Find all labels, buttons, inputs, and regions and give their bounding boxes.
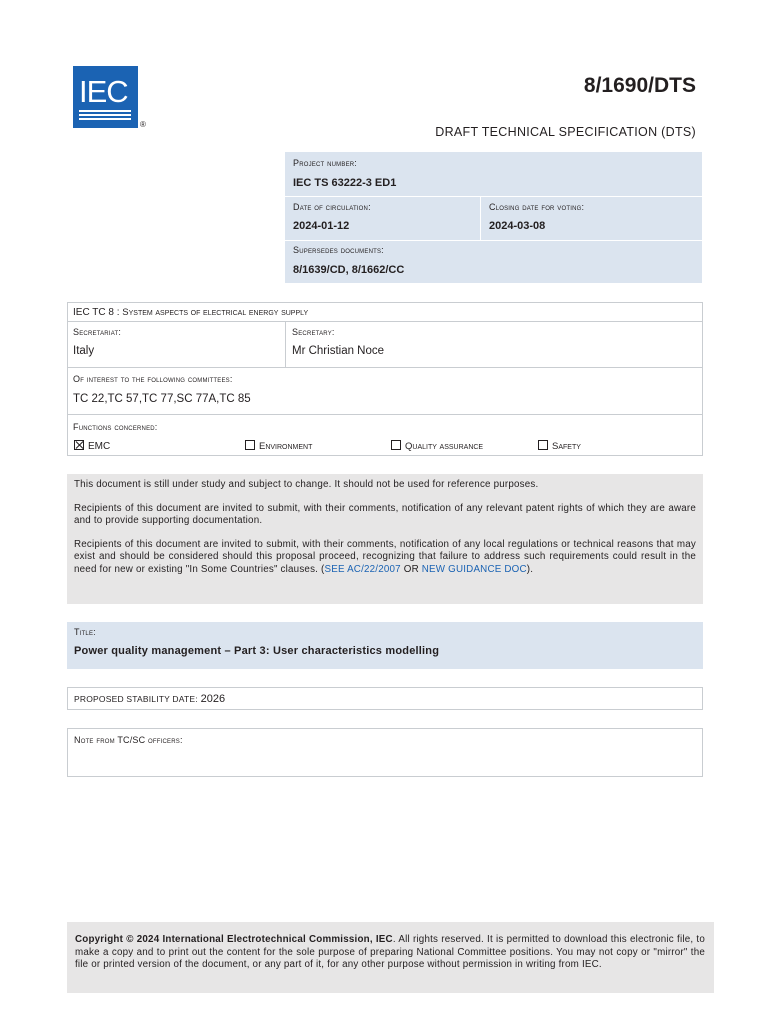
interest-value: TC 22,TC 57,TC 77,SC 77A,TC 85 [73, 393, 251, 405]
logo-text: IEC [79, 74, 128, 109]
tc-heading [73, 307, 308, 318]
function-label: Quality assurance [405, 441, 484, 452]
stability-value: 2026 [200, 693, 226, 705]
functions-label: Functions concerned: [73, 422, 158, 432]
secretariat-value: Italy [73, 345, 95, 357]
checkbox-icon[interactable] [245, 440, 255, 450]
stability-label: PROPOSED STABILITY DATE: [74, 694, 198, 704]
stability-row [74, 693, 225, 705]
notice-paragraph-1: This document is still under study and subject to change. It should not be used for reference purposes. [74, 479, 539, 490]
registered-mark: ® [140, 120, 146, 129]
supersedes-box [285, 241, 702, 283]
copyright-bold: Copyright © 2024 International Electrotechnical Commission, IEC [75, 934, 393, 945]
date-circulation-box [285, 197, 480, 240]
copyright-box [67, 922, 714, 993]
logo-lines [79, 110, 131, 122]
document-number: 8/1690/DTS [583, 74, 696, 97]
checkbox-checked-icon[interactable] [74, 440, 84, 450]
project-number-box [285, 152, 702, 196]
title-label: Title: [74, 627, 96, 637]
notice-or: OR [400, 563, 422, 575]
secretary-label: Secretary: [292, 327, 335, 337]
notice-box [67, 474, 703, 604]
note-label: Note from TC/SC officers: [74, 735, 183, 745]
copyright-body: . All rights reserved. It is permitted to download this electronic file, to make a copy and to print out the content for the sole purpose of preparing National Committee positions. You may not copy or "mirror" the file or printed version of the document, or any part of it, for any other purpose without permission in writing from IEC. [75, 934, 705, 970]
new-guidance-link[interactable]: NEW GUIDANCE DOC [421, 563, 527, 575]
date-circulation-label: Date of circulation: [293, 202, 371, 212]
function-environment[interactable] [245, 440, 312, 452]
notice-end: ). [526, 563, 534, 575]
notice-paragraph-3-text: Recipients of this document are invited to submit, with their comments, notification of any local regulations or technical reasons that may exist and should be considered should this proposal proceed, recognizing that failure to address such requirements could result in the need for new or existing "In Some Countries" clauses. ( [74, 538, 696, 575]
tc-prefix: IEC TC 8 : [73, 307, 123, 318]
closing-date: 2024-03-08 [489, 220, 546, 232]
checkbox-icon[interactable] [538, 440, 548, 450]
secretary-value: Mr Christian Noce [292, 345, 385, 357]
date-circulation: 2024-01-12 [293, 220, 350, 232]
divider [285, 321, 286, 367]
closing-date-label: Closing date for voting: [489, 202, 585, 212]
function-emc[interactable] [74, 440, 110, 452]
supersedes-value: 8/1639/CD, 8/1662/CC [293, 264, 405, 276]
note-box [67, 728, 703, 777]
function-label: Environment [259, 441, 313, 452]
function-quality-assurance[interactable] [391, 440, 483, 452]
function-label: EMC [88, 441, 111, 452]
project-number: IEC TS 63222-3 ED1 [293, 177, 397, 189]
interest-label: Of interest to the following committees: [73, 374, 233, 384]
title-value: Power quality management – Part 3: User characteristics modelling [74, 645, 440, 657]
see-ac-link[interactable]: SEE AC/22/2007 [324, 563, 401, 575]
document-type: DRAFT TECHNICAL SPECIFICATION (DTS) [435, 125, 696, 139]
notice-paragraph-3 [74, 539, 696, 577]
iec-logo [73, 66, 138, 128]
tc-name: System aspects of electrical energy supply [122, 307, 309, 318]
closing-date-box [481, 197, 702, 240]
divider [67, 321, 703, 322]
copyright-text [75, 934, 705, 972]
title-box [67, 622, 703, 669]
project-number-label: Project number: [293, 158, 358, 168]
divider [67, 414, 703, 415]
checkbox-icon[interactable] [391, 440, 401, 450]
function-safety[interactable] [538, 440, 581, 452]
function-label: Safety [552, 441, 581, 452]
divider [67, 367, 703, 368]
notice-paragraph-2: Recipients of this document are invited to submit, with their comments, notification of any relevant patent rights of which they are aware and to provide supporting documentation. [74, 502, 696, 526]
stability-box [67, 687, 703, 710]
supersedes-label: Supersedes documents: [293, 245, 384, 255]
secretariat-label: Secretariat: [73, 327, 122, 337]
